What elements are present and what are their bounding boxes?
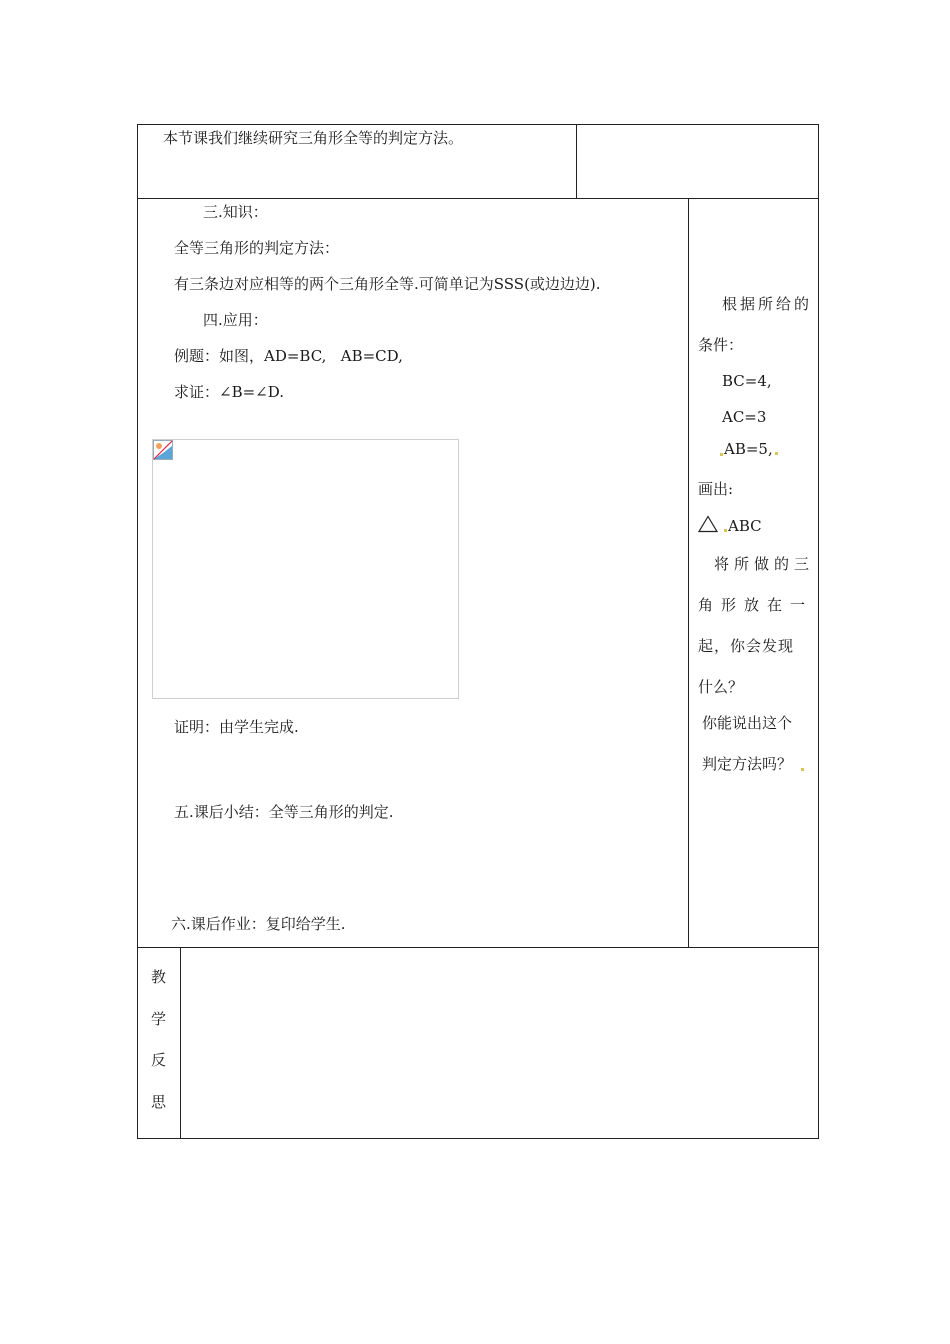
section6-homework: 六.课后作业：复印给学生. <box>171 915 346 933</box>
side-line2: 条件： <box>698 336 744 354</box>
side-q1: 将所做的三 <box>714 555 815 573</box>
side-draw: 画出: <box>698 480 734 498</box>
side-q6: 判定方法吗？ <box>702 755 793 773</box>
table-border-right <box>818 124 819 1139</box>
side-abc: ABC <box>728 517 762 535</box>
row1-column-divider <box>576 124 577 199</box>
criteria-intro: 全等三角形的判定方法： <box>174 239 340 257</box>
side-q4: 什么？ <box>698 678 744 696</box>
broken-image-icon <box>153 440 173 460</box>
prove-text: 求证：∠B=∠D. <box>174 383 284 401</box>
marker-dot <box>720 453 723 456</box>
section3-heading: 三.知识： <box>203 203 268 221</box>
side-ab: AB=5, <box>724 440 773 458</box>
section4-heading: 四.应用： <box>203 311 268 329</box>
table-border-bottom <box>137 1138 819 1139</box>
marker-dot <box>801 768 804 771</box>
side-q2: 角形放在一 <box>698 596 814 614</box>
reflection-char: 思 <box>151 1093 167 1111</box>
intro-text: 本节课我们继续研究三角形全等的判定方法。 <box>163 129 464 147</box>
side-bc: BC=4, <box>722 372 772 390</box>
row2-divider <box>137 947 819 948</box>
side-q3: 起，你会发现 <box>698 637 795 655</box>
reflection-char: 学 <box>151 1010 167 1028</box>
side-q5: 你能说出这个 <box>702 714 793 732</box>
side-ac: AC=3 <box>722 408 767 426</box>
reflection-char: 反 <box>151 1051 167 1069</box>
proof-text: 证明：由学生完成. <box>174 718 299 736</box>
table-border-top <box>137 124 819 125</box>
triangle-icon <box>698 515 718 533</box>
section5-summary: 五.课后小结：全等三角形的判定. <box>174 803 394 821</box>
marker-dot <box>775 452 778 455</box>
row3-column-divider <box>180 947 181 1139</box>
marker-dot <box>724 529 727 532</box>
example-text: 例题：如图，AD=BC, AB=CD, <box>174 347 403 365</box>
side-line1: 根据所给的 <box>722 295 813 313</box>
table-border-left <box>137 124 138 1139</box>
sss-rule: 有三条边对应相等的两个三角形全等.可简单记为SSS(或边边边). <box>174 275 601 293</box>
figure-image-placeholder <box>152 439 459 699</box>
row1-divider <box>137 198 819 199</box>
row2-column-divider <box>688 198 689 948</box>
reflection-char: 教 <box>151 968 167 986</box>
